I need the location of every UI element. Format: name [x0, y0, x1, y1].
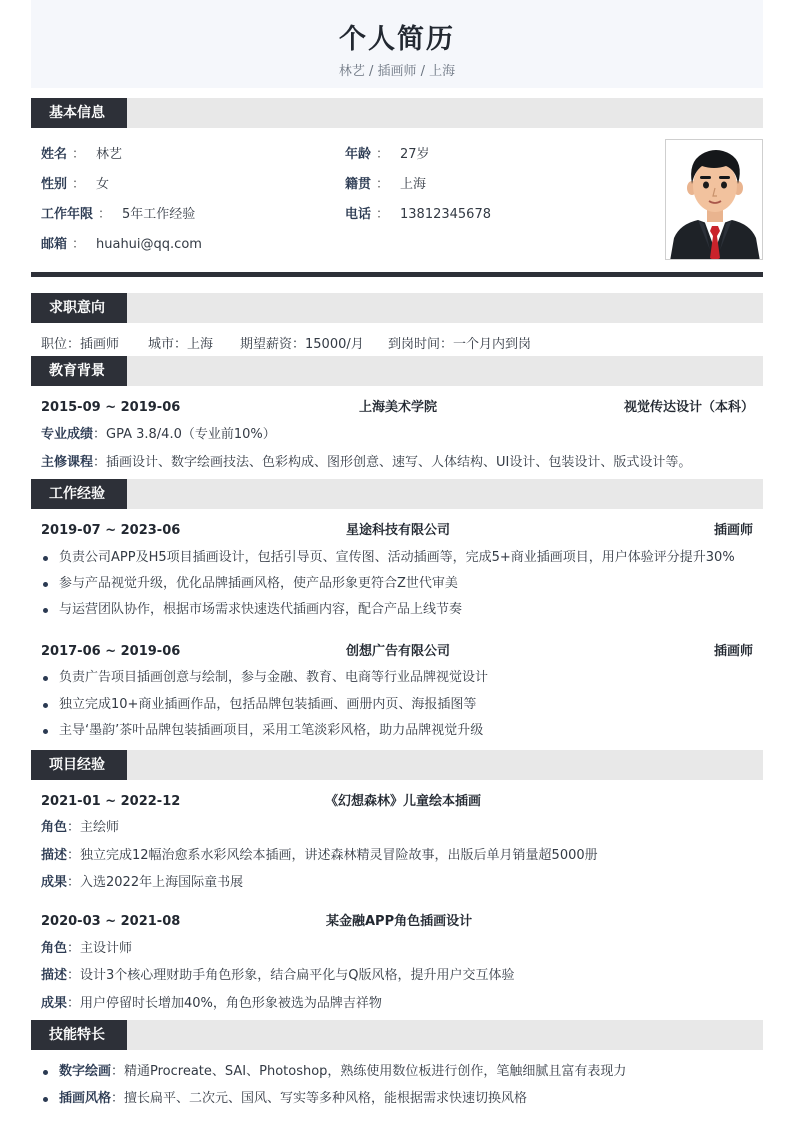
colon: ： — [72, 147, 86, 162]
result-label: 成果 — [41, 996, 68, 1011]
education-score-row — [41, 426, 276, 444]
years-label: 工作年限 — [41, 207, 94, 222]
section-title-intent: 求职意向 — [31, 293, 127, 323]
resume-header — [31, 0, 763, 88]
desc-label: 描述 — [41, 848, 68, 863]
section-title-basic: 基本信息 — [31, 98, 127, 128]
skill-text: ：擅长扁平、二次元、国风、写实等多种风格，能根据需求快速切换风格 — [111, 1091, 528, 1106]
list-item: 负责广告项目插画创意与绘制，参与金融、教育、电商等行业品牌视觉设计 — [59, 670, 489, 685]
section-work — [31, 479, 763, 509]
colon: ： — [376, 147, 390, 162]
gender-value: 女 — [96, 177, 110, 192]
bullet — [43, 676, 48, 681]
project-desc-row — [41, 847, 598, 865]
result-label: 成果 — [41, 875, 68, 890]
work-company: 星途科技有限公司 — [346, 523, 451, 538]
work-role: 插画师 — [714, 644, 754, 659]
list-item: 与运营团队协作，根据市场需求快速迭代插画内容，配合产品上线节奏 — [59, 602, 463, 617]
result-value: ：用户停留时长增加40%，角色形象被选为品牌吉祥物 — [67, 996, 382, 1011]
age-value: 27岁 — [400, 147, 430, 162]
colon: ： — [376, 207, 390, 222]
list-item: 独立完成10+商业插画作品，包括品牌包装插画、画册内页、海报插图等 — [59, 697, 477, 712]
project-name: 《幻想森林》儿童绘本插画 — [325, 794, 482, 809]
courses-value: ：插画设计、数字绘画技法、色彩构成、图形创意、速写、人体结构、UI设计、包装设计、版式设计等。 — [93, 455, 692, 470]
name-value: 林艺 — [96, 147, 123, 162]
bullet — [43, 1097, 48, 1102]
avatar-portrait-icon — [666, 140, 763, 260]
intent-city: 城市：上海 — [148, 337, 214, 352]
email-label: 邮箱 — [41, 237, 68, 252]
desc-label: 描述 — [41, 968, 68, 983]
bullet — [43, 556, 48, 561]
section-title-education: 教育背景 — [31, 356, 127, 386]
project-period: 2020-03 ~ 2021-08 — [41, 914, 181, 929]
list-item: 参与产品视觉升级，优化品牌插画风格，使产品形象更符合Z世代审美 — [59, 576, 458, 591]
desc-value: ：设计3个核心理财助手角色形象，结合扁平化与Q版风格，提升用户交互体验 — [67, 968, 515, 983]
intent-salary: 期望薪资：15000/月 — [240, 337, 364, 352]
section-basic — [31, 98, 763, 128]
education-courses-row — [41, 454, 691, 472]
section-title-projects: 项目经验 — [31, 750, 127, 780]
score-value: ：GPA 3.8/4.0（专业前10%） — [93, 427, 276, 442]
work-role: 插画师 — [714, 523, 754, 538]
role-value: ：主设计师 — [67, 941, 133, 956]
divider — [31, 272, 763, 277]
education-school: 上海美术学院 — [359, 400, 438, 415]
skill-label: 插画风格 — [59, 1091, 112, 1106]
colon: ： — [376, 177, 390, 192]
colon: ： — [98, 207, 112, 222]
score-label: 专业成绩 — [41, 427, 94, 442]
project-period: 2021-01 ~ 2022-12 — [41, 794, 181, 809]
section-education — [31, 356, 763, 386]
role-label: 角色 — [41, 941, 68, 956]
project-desc-row — [41, 967, 515, 985]
project-result-row — [41, 995, 382, 1013]
bullet — [43, 582, 48, 587]
role-value: ：主绘师 — [67, 820, 120, 835]
age-label: 年龄 — [345, 147, 372, 162]
education-period: 2015-09 ~ 2019-06 — [41, 400, 181, 415]
phone-value: 13812345678 — [400, 207, 491, 222]
origin-label: 籍贯 — [345, 177, 372, 192]
intent-arrival: 到岗时间：一个月内到岗 — [388, 337, 532, 352]
courses-label: 主修课程 — [41, 455, 94, 470]
section-projects — [31, 750, 763, 780]
page-title: 个人简历 — [339, 24, 455, 55]
skill-label: 数字绘画 — [59, 1064, 112, 1079]
list-item: 负责公司APP及H5项目插画设计，包括引导页、宣传图、活动插画等，完成5+商业插画项目，用户体验评分提升30% — [59, 550, 735, 565]
intent-position: 职位：插画师 — [41, 337, 120, 352]
desc-value: ：独立完成12幅治愈系水彩风绘本插画，讲述森林精灵冒险故事，出版后单月销量超5000册 — [67, 848, 598, 863]
colon: ： — [72, 237, 86, 252]
section-title-skills: 技能特长 — [31, 1020, 127, 1050]
education-major: 视觉传达设计（本科） — [624, 400, 755, 415]
project-role-row — [41, 940, 132, 958]
section-intent — [31, 293, 763, 323]
origin-value: 上海 — [400, 177, 427, 192]
work-period: 2017-06 ~ 2019-06 — [41, 644, 181, 659]
phone-label: 电话 — [345, 207, 372, 222]
name-label: 姓名 — [41, 147, 68, 162]
work-period: 2019-07 ~ 2023-06 — [41, 523, 181, 538]
bullet — [43, 729, 48, 734]
avatar-photo — [665, 139, 763, 260]
colon: ： — [72, 177, 86, 192]
project-name: 某金融APP角色插画设计 — [326, 914, 473, 929]
project-result-row — [41, 874, 243, 892]
skill-text: ：精通Procreate、SAI、Photoshop，熟练使用数位板进行创作，笔触细腻且富有表现力 — [111, 1064, 627, 1079]
section-title-work: 工作经验 — [31, 479, 127, 509]
gender-label: 性别 — [41, 177, 68, 192]
work-company: 创想广告有限公司 — [346, 644, 451, 659]
years-value: 5年工作经验 — [122, 207, 196, 222]
skill-item — [59, 1063, 626, 1081]
role-label: 角色 — [41, 820, 68, 835]
email-value: huahui@qq.com — [96, 237, 202, 252]
list-item: 主导‘墨韵’茶叶品牌包装插画项目，采用工笔淡彩风格，助力品牌视觉升级 — [59, 723, 484, 738]
project-role-row — [41, 819, 119, 837]
bullet — [43, 703, 48, 708]
page-subtitle: 林艺 / 插画师 / 上海 — [338, 64, 456, 79]
section-skills — [31, 1020, 763, 1050]
result-value: ：入选2022年上海国际童书展 — [67, 875, 244, 890]
bullet — [43, 608, 48, 613]
bullet — [43, 1070, 48, 1075]
skill-item — [59, 1090, 527, 1108]
